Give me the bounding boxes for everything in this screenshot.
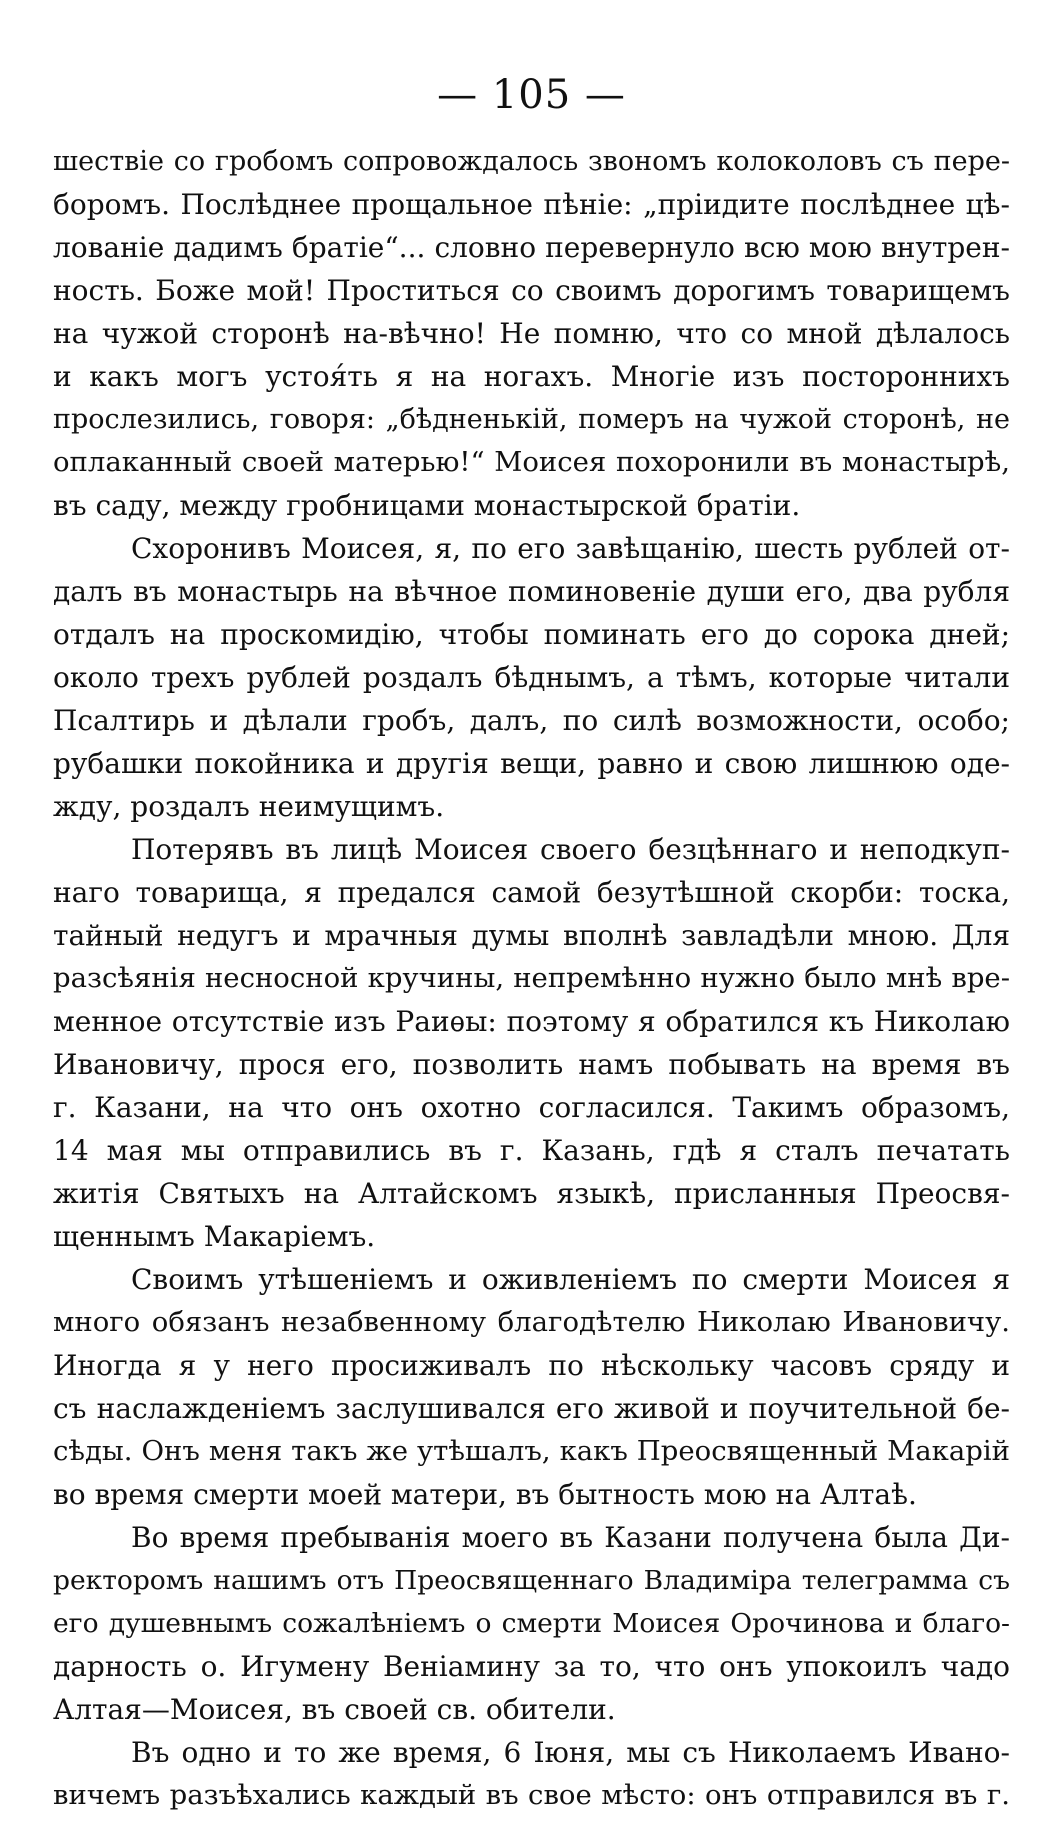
text-line: щеннымъ Макаріемъ. xyxy=(53,1220,376,1253)
text-line: много обязанъ незабвенному благодѣтелю Николаю Ивановичу. xyxy=(53,1306,1010,1338)
text-line: тайный недугъ и мрачныя думы вполнѣ завладѣли мною. Для xyxy=(53,919,1010,952)
paragraph xyxy=(53,1516,1010,1731)
text-line: рубашки покойника и другія вещи, равно и свою лишнюю оде- xyxy=(53,747,1010,780)
text-line: менное отсутствіе изъ Раиѳы: поэтому я обратился къ Николаю xyxy=(53,1005,1010,1038)
text-line: житія Святыхъ на Алтайскомъ языкѣ, присланныя Преосвя- xyxy=(53,1177,1010,1210)
text-line: шествіе со гробомъ сопровождалось звономъ колоколовъ съ пере- xyxy=(53,146,1010,177)
text-line: на чужой сторонѣ на-вѣчно! Не помню, что со мной дѣлалось xyxy=(53,317,1010,350)
text-line: ность. Боже мой! Проститься со своимъ дорогимъ товарищемъ xyxy=(53,274,1010,307)
text-line: дарность о. Игумену Веніамину за то, что онъ упокоилъ чадо xyxy=(53,1650,1010,1683)
text-line: боромъ. Послѣднее прощальное пѣніе: „пріидите послѣднее цѣ- xyxy=(53,188,1010,221)
text-line: въ саду, между гробницами монастырской братіи. xyxy=(53,489,801,522)
page-number: — 105 — xyxy=(437,72,626,118)
text-line: 14 мая мы отправились въ г. Казань, гдѣ я сталъ печатать xyxy=(53,1134,1010,1167)
text-line: сѣды. Онъ меня такъ же утѣшалъ, какъ Преосвященный Макарій xyxy=(53,1435,1010,1467)
text-line: Алтая—Моисея, въ своей св. обители. xyxy=(53,1693,616,1726)
text-line: Иногда я у него просиживалъ по нѣскольку часовъ сряду и xyxy=(53,1349,1010,1382)
paragraph xyxy=(53,140,1010,527)
text-line: Во время пребыванія моего въ Казани получена была Ди- xyxy=(131,1521,1010,1554)
text-line: отдалъ на проскомидію, чтобы поминать его до сорока дней; xyxy=(53,618,1010,651)
text-line: ректоромъ нашимъ отъ Преосвященнаго Владиміра телеграмма съ xyxy=(53,1565,1010,1596)
text-line: Псалтирь и дѣлали гробъ, далъ, по силѣ возможности, особо; xyxy=(53,704,1010,737)
text-line: около трехъ рублей роздалъ бѣднымъ, а тѣмъ, которые читали xyxy=(53,661,1010,694)
text-line: Схоронивъ Моисея, я, по его завѣщанію, шесть рублей от- xyxy=(131,532,1010,565)
text-line: прослезились, говоря: „бѣдненькій, померъ на чужой сторонѣ, не xyxy=(53,404,1010,435)
text-line: съ наслажденіемъ заслушивался его живой и поучительной бе- xyxy=(53,1392,1010,1425)
paragraph xyxy=(53,527,1010,828)
text-line: наго товарища, я предался самой безутѣшной скорби: тоска, xyxy=(53,876,1010,909)
paragraph xyxy=(53,828,1010,1258)
body-text xyxy=(53,140,1010,1817)
text-line: Ивановичу, прося его, позволить намъ побывать на время въ xyxy=(53,1048,1010,1081)
paragraph xyxy=(53,1258,1010,1516)
text-line: разсѣянія несносной кручины, непремѣнно нужно было мнѣ вре- xyxy=(53,962,1010,994)
text-line: Своимъ утѣшеніемъ и оживленіемъ по смерти Моисея я xyxy=(131,1263,1010,1296)
text-line: лованіе дадимъ братіе“... словно перевернуло всю мою внутрен- xyxy=(53,231,1010,264)
text-line: г. Казани, на что онъ охотно согласился. Такимъ образомъ, xyxy=(53,1091,1010,1124)
text-line: и какъ могъ устоя́ть я на ногахъ. Многіе изъ постороннихъ xyxy=(53,360,1010,393)
text-line: во время смерти моей матери, въ бытность мою на Алтаѣ. xyxy=(53,1478,917,1511)
text-line: далъ въ монастырь на вѣчное поминовеніе души его, два рубля xyxy=(53,575,1010,608)
paragraph xyxy=(53,1731,1010,1817)
text-line: его душевнымъ сожалѣніемъ о смерти Моисея Орочинова и благо- xyxy=(53,1608,1010,1639)
text-line: жду, роздалъ неимущимъ. xyxy=(53,790,445,823)
text-line: Въ одно и то же время, 6 Іюня, мы съ Николаемъ Ивано- xyxy=(131,1736,1010,1769)
text-line: вичемъ разъѣхались каждый въ свое мѣсто: онъ отправился въ г. xyxy=(53,1779,1010,1811)
text-line: Потерявъ въ лицѣ Моисея своего безцѣннаго и неподкуп- xyxy=(131,833,1010,866)
text-line: оплаканный своей матерью!“ Моисея похоронили въ монастырѣ, xyxy=(53,446,1010,478)
